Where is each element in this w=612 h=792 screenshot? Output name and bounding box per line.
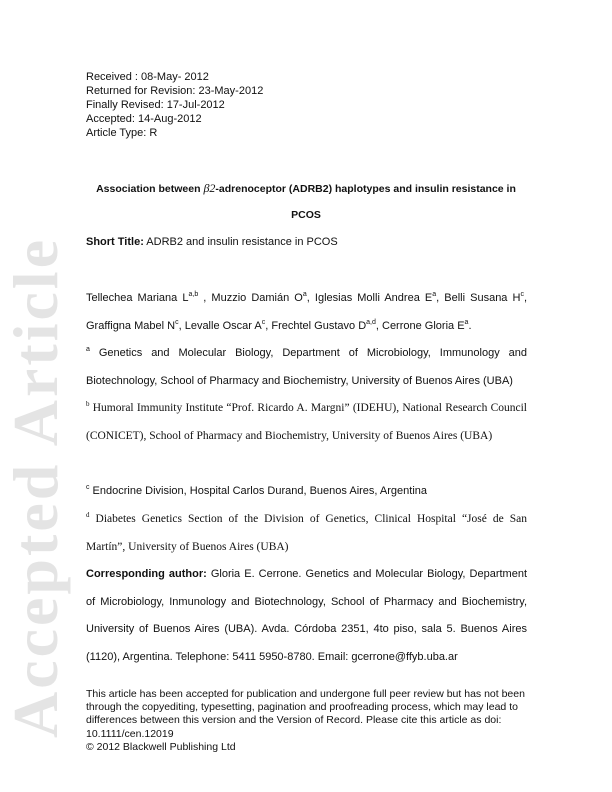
author: Belli Susana H: [444, 292, 521, 304]
author: Levalle Oscar A: [184, 319, 262, 332]
title-beta: β2: [203, 181, 216, 195]
author: Muzzio Damián O: [211, 292, 303, 304]
acceptance-notice: [86, 688, 536, 754]
author: Frechtel Gustavo D: [271, 319, 367, 332]
notice-text: This article has been accepted for publication and undergone full peer review but has not been through the copyediting, typesetting, pagination and proofreading process, which may lead to differences between this version and the Version of Record. Please cite this article as doi: 10.1111/cen.12019: [86, 688, 525, 740]
author-sup: c: [261, 318, 266, 326]
author-sup: a,d: [366, 318, 376, 326]
affiliation-marker: c: [86, 484, 90, 491]
author-sup: a: [464, 318, 469, 326]
author-sup: a: [302, 291, 307, 298]
short-title: [86, 236, 338, 248]
affiliation-text: Diabetes Genetics Section of the Division of Genetics, Clinical Hospital “José de San Martín”, University of Buenos Aires (UBA): [86, 513, 527, 553]
affiliation-b: [86, 395, 527, 450]
affiliation-c: [86, 478, 527, 506]
accepted-article-watermark: Accepted Article: [0, 236, 71, 738]
corresponding-label: Corresponding author:: [86, 568, 207, 580]
corresponding-author: [86, 561, 527, 671]
revision-date: Returned for Revision: 23-May-2012: [86, 85, 264, 97]
author-sup: a: [432, 291, 437, 298]
author-list: Tellechea Mariana L$^{a,b}$ , Muzzio Damián $O^a$, Iglesias Molli Andrea $E^a$, Belli Susana $H^c$, Graffigna Mabel $N^c$, Levalle Oscar $A^c$, Frechtel Gustavo D$^{a,d}$, Cerrone Gloria $E^a$.: [86, 291, 528, 332]
corresponding-text: Gloria E. Cerrone. Genetics and Molecular Biology, Department of Microbiology, Inmunology and Biotechnology, School of Pharmacy and Biochemistry, University of Buenos Aires (UBA). Avda. Córdoba 2351, 4to piso, sala 5. Buenos Aires (1120), Argentina. Telephone: 5411 5950-8780. Email: gcerrone@ffyb.uba.ar: [86, 568, 527, 663]
author-sup: c: [175, 318, 179, 326]
paper-title-line-1: [86, 181, 526, 196]
author: Cerrone Gloria E: [382, 319, 465, 332]
article-type: Article Type: R: [86, 127, 158, 139]
title-part-1: Association between: [96, 183, 204, 195]
author: Graffigna Mabel N: [86, 319, 176, 332]
title-part-2: -adrenoceptor (ADRB2) haplotypes and insulin resistance in: [215, 183, 516, 195]
affiliation-marker: b: [86, 400, 90, 408]
accepted-date: Accepted: 14-Aug-2012: [86, 113, 202, 125]
affiliation-text: Endocrine Division, Hospital Carlos Durand, Buenos Aires, Argentina: [89, 485, 428, 497]
author-sup: c: [520, 291, 524, 298]
affiliation-text: Genetics and Molecular Biology, Department of Microbiology, Immunology and Biotechnology, School of Pharmacy and Biochemistry, University of Buenos Aires (UBA): [86, 347, 527, 387]
short-title-text: ADRB2 and insulin resistance in PCOS: [143, 236, 338, 248]
affiliation-marker: d: [86, 511, 90, 519]
finally-revised-date: Finally Revised: 17-Jul-2012: [86, 99, 225, 111]
affiliation-text: Humoral Immunity Institute “Prof. Ricardo A. Margni” (IDEHU), National Research Council (CONICET), School of Pharmacy and Biochemistry, University of Buenos Aires (UBA): [86, 402, 527, 442]
author-sup: a,b: [188, 291, 199, 298]
copyright: © 2012 Blackwell Publishing Ltd: [86, 740, 236, 753]
author: Iglesias Molli Andrea E: [314, 292, 433, 304]
affiliation-marker: a: [86, 346, 90, 353]
short-title-label: Short Title:: [86, 236, 144, 248]
paper-title-line-2: PCOS: [291, 209, 321, 221]
article-history: [86, 70, 263, 140]
received-date: Received : 08-May- 2012: [86, 71, 209, 83]
author: Tellechea Mariana L: [86, 292, 189, 304]
affiliation-d: [86, 506, 527, 561]
affiliation-a: [86, 340, 527, 395]
